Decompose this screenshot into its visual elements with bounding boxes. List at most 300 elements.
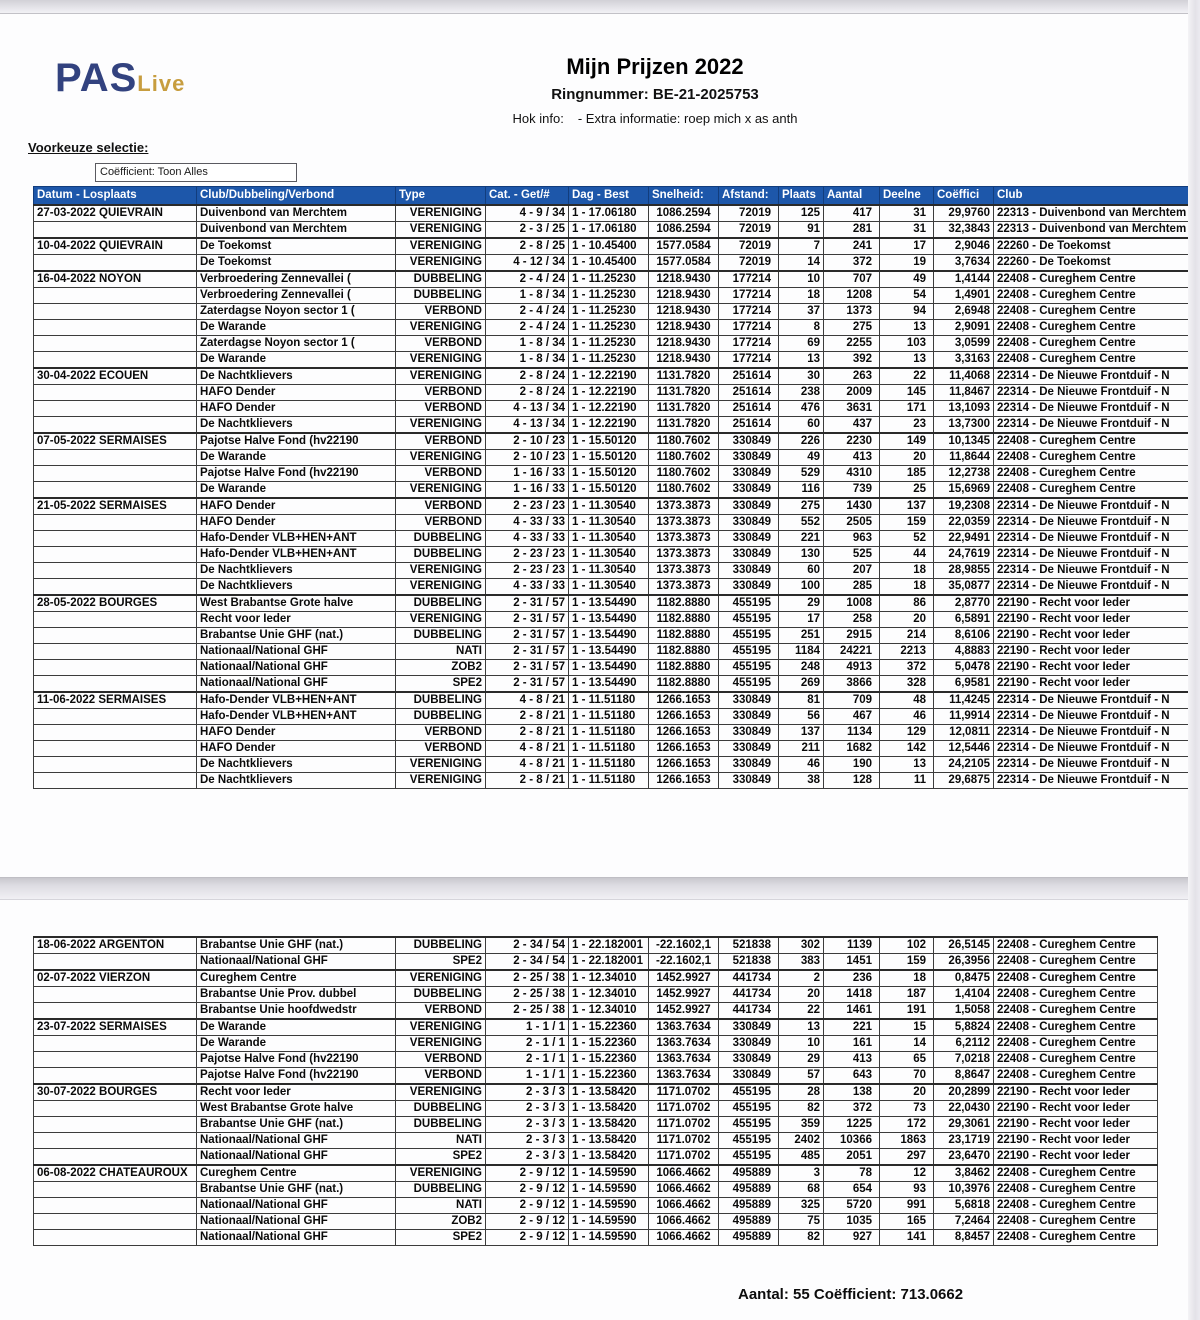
cell-datum [34, 304, 197, 320]
cell-coefficient: 3,7634 [934, 255, 994, 272]
cell-dag-best: 1 - 15.50120 [569, 450, 649, 466]
cell-coefficient: 11,8644 [934, 450, 994, 466]
cell-type: VERBOND [396, 515, 486, 531]
cell-coefficient: 12,0811 [934, 725, 994, 741]
cell-type: VERENIGING [396, 450, 486, 466]
cell-club: 22190 - Recht voor Ieder [994, 1149, 1158, 1166]
cell-dag-best: 1 - 11.51180 [569, 692, 649, 709]
cell-deelne: 297 [880, 1149, 934, 1166]
cell-cat-get: 2 - 10 / 23 [486, 433, 569, 450]
cell-plaats: 137 [779, 725, 824, 741]
cell-club-dubbeling-verbond: West Brabantse Grote halve [197, 595, 396, 612]
cell-plaats: 13 [779, 1019, 824, 1036]
cell-type: SPE2 [396, 676, 486, 693]
cell-type: DUBBELING [396, 987, 486, 1003]
cell-aantal: 525 [824, 547, 880, 563]
cell-club-dubbeling-verbond: Recht voor Ieder [197, 1084, 396, 1101]
coefficient-filter[interactable]: Coëfficient: Toon Alles [95, 163, 297, 182]
col-header-cat-get: Cat. - Get/# [486, 187, 569, 206]
totals-line: Aantal: 55 Coëfficient: 713.0662 [738, 1286, 964, 1303]
cell-afstand: 72019 [719, 238, 779, 255]
cell-club-dubbeling-verbond: Brabantse Unie GHF (nat.) [197, 937, 396, 954]
cell-afstand: 251614 [719, 385, 779, 401]
cell-afstand: 251614 [719, 368, 779, 385]
cell-datum: 11-06-2022 SERMAISES [34, 692, 197, 709]
cell-dag-best: 1 - 22.182001 [569, 937, 649, 954]
cell-club-dubbeling-verbond: De Nachtklievers [197, 579, 396, 596]
cell-datum [34, 352, 197, 369]
cell-cat-get: 2 - 25 / 38 [486, 1003, 569, 1020]
cell-plaats: 130 [779, 547, 824, 563]
cell-coefficient: 3,0599 [934, 336, 994, 352]
cell-deelne: 15 [880, 1019, 934, 1036]
cell-datum [34, 676, 197, 693]
cell-coefficient: 28,9855 [934, 563, 994, 579]
cell-club-dubbeling-verbond: HAFO Dender [197, 515, 396, 531]
ring-number: Ringnummer: BE-21-2025753 [551, 86, 759, 103]
cell-club: 22314 - De Nieuwe Frontduif - N [994, 692, 1190, 709]
cell-plaats: 100 [779, 579, 824, 596]
cell-afstand: 521838 [719, 937, 779, 954]
cell-coefficient: 22,0359 [934, 515, 994, 531]
cell-club-dubbeling-verbond: De Toekomst [197, 255, 396, 272]
cell-club-dubbeling-verbond: De Warande [197, 1019, 396, 1036]
cell-club: 22190 - Recht voor Ieder [994, 1084, 1158, 1101]
cell-club-dubbeling-verbond: Brabantse Unie GHF (nat.) [197, 628, 396, 644]
cell-club-dubbeling-verbond: Hafo-Dender VLB+HEN+ANT [197, 531, 396, 547]
cell-cat-get: 2 - 25 / 38 [486, 987, 569, 1003]
preselection-label: Voorkeuze selectie: [28, 140, 149, 155]
cell-plaats: 13 [779, 352, 824, 369]
cell-snelheid: 1218.9430 [649, 288, 719, 304]
cell-snelheid: 1182.8880 [649, 595, 719, 612]
cell-afstand: 177214 [719, 304, 779, 320]
cell-cat-get: 2 - 9 / 12 [486, 1214, 569, 1230]
cell-coefficient: 8,6106 [934, 628, 994, 644]
cell-club-dubbeling-verbond: De Warande [197, 482, 396, 499]
cell-datum [34, 579, 197, 596]
cell-club-dubbeling-verbond: Pajotse Halve Fond (hv22190 [197, 466, 396, 482]
cell-aantal: 643 [824, 1068, 880, 1085]
cell-aantal: 138 [824, 1084, 880, 1101]
cell-cat-get: 4 - 13 / 34 [486, 417, 569, 434]
cell-afstand: 495889 [719, 1214, 779, 1230]
cell-datum [34, 628, 197, 644]
cell-deelne: 70 [880, 1068, 934, 1085]
result-row [34, 352, 1190, 369]
cell-dag-best: 1 - 15.50120 [569, 482, 649, 499]
cell-club: 22408 - Cureghem Centre [994, 987, 1158, 1003]
cell-plaats: 552 [779, 515, 824, 531]
cell-snelheid: 1131.7820 [649, 368, 719, 385]
result-row [34, 433, 1190, 450]
cell-type: VERENIGING [396, 417, 486, 434]
cell-deelne: 14 [880, 1036, 934, 1052]
cell-plaats: 1184 [779, 644, 824, 660]
cell-cat-get: 2 - 8 / 24 [486, 368, 569, 385]
cell-deelne: 141 [880, 1230, 934, 1246]
cell-snelheid: 1266.1653 [649, 709, 719, 725]
cell-club: 22314 - De Nieuwe Frontduif - N [994, 563, 1190, 579]
cell-datum [34, 1133, 197, 1149]
cell-cat-get: 2 - 23 / 23 [486, 563, 569, 579]
result-row [34, 692, 1190, 709]
cell-coefficient: 22,9491 [934, 531, 994, 547]
cell-dag-best: 1 - 13.58420 [569, 1117, 649, 1133]
cell-plaats: 325 [779, 1198, 824, 1214]
result-row [34, 987, 1158, 1003]
cell-datum [34, 1068, 197, 1085]
cell-plaats: 275 [779, 498, 824, 515]
cell-aantal: 190 [824, 757, 880, 773]
cell-dag-best: 1 - 15.50120 [569, 433, 649, 450]
cell-afstand: 455195 [719, 628, 779, 644]
cell-club: 22190 - Recht voor Ieder [994, 612, 1190, 628]
result-row [34, 271, 1190, 288]
cell-dag-best: 1 - 12.34010 [569, 987, 649, 1003]
cell-coefficient: 12,2738 [934, 466, 994, 482]
page-break-band [0, 877, 1200, 900]
cell-deelne: 52 [880, 531, 934, 547]
cell-snelheid: 1131.7820 [649, 385, 719, 401]
cell-snelheid: 1066.4662 [649, 1198, 719, 1214]
cell-type: VERENIGING [396, 255, 486, 272]
cell-aantal: 1035 [824, 1214, 880, 1230]
cell-datum [34, 987, 197, 1003]
cell-deelne: 48 [880, 692, 934, 709]
cell-club-dubbeling-verbond: Brabantse Unie GHF (nat.) [197, 1182, 396, 1198]
hok-info [110, 111, 1200, 126]
result-row [34, 450, 1190, 466]
cell-type: VERENIGING [396, 563, 486, 579]
cell-coefficient: 2,9091 [934, 320, 994, 336]
cell-cat-get: 2 - 9 / 12 [486, 1230, 569, 1246]
cell-cat-get: 1 - 1 / 1 [486, 1068, 569, 1085]
cell-cat-get: 4 - 13 / 34 [486, 401, 569, 417]
cell-plaats: 17 [779, 612, 824, 628]
cell-aantal: 3631 [824, 401, 880, 417]
cell-coefficient: 11,4068 [934, 368, 994, 385]
cell-cat-get: 2 - 8 / 24 [486, 385, 569, 401]
cell-aantal: 1418 [824, 987, 880, 1003]
cell-datum [34, 660, 197, 676]
cell-afstand: 495889 [719, 1182, 779, 1198]
cell-type: SPE2 [396, 1149, 486, 1166]
cell-plaats: 91 [779, 222, 824, 239]
cell-type: VERENIGING [396, 205, 486, 222]
results-header-row [34, 187, 1190, 206]
cell-coefficient: 20,2899 [934, 1084, 994, 1101]
cell-club: 22408 - Cureghem Centre [994, 1036, 1158, 1052]
cell-cat-get: 4 - 8 / 21 [486, 757, 569, 773]
cell-afstand: 177214 [719, 336, 779, 352]
cell-cat-get: 1 - 16 / 33 [486, 466, 569, 482]
cell-type: DUBBELING [396, 288, 486, 304]
cell-afstand: 455195 [719, 1149, 779, 1166]
result-row [34, 660, 1190, 676]
cell-club-dubbeling-verbond: Nationaal/National GHF [197, 1133, 396, 1149]
cell-afstand: 330849 [719, 563, 779, 579]
cell-coefficient: 7,0218 [934, 1052, 994, 1068]
result-row [34, 1019, 1158, 1036]
cell-plaats: 383 [779, 954, 824, 971]
cell-afstand: 495889 [719, 1165, 779, 1182]
cell-deelne: 171 [880, 401, 934, 417]
cell-cat-get: 2 - 3 / 3 [486, 1149, 569, 1166]
result-row [34, 1117, 1158, 1133]
cell-snelheid: 1373.3873 [649, 547, 719, 563]
cell-dag-best: 1 - 17.06180 [569, 222, 649, 239]
cell-datum [34, 450, 197, 466]
result-row [34, 1198, 1158, 1214]
cell-aantal: 3866 [824, 676, 880, 693]
cell-cat-get: 2 - 3 / 3 [486, 1084, 569, 1101]
cell-club: 22314 - De Nieuwe Frontduif - N [994, 709, 1190, 725]
cell-deelne: 18 [880, 563, 934, 579]
cell-snelheid: 1266.1653 [649, 725, 719, 741]
cell-aantal: 1208 [824, 288, 880, 304]
result-row [34, 1068, 1158, 1085]
cell-cat-get: 2 - 4 / 24 [486, 304, 569, 320]
cell-type: DUBBELING [396, 628, 486, 644]
cell-snelheid: 1066.4662 [649, 1230, 719, 1246]
cell-afstand: 72019 [719, 222, 779, 239]
cell-dag-best: 1 - 17.06180 [569, 205, 649, 222]
result-row [34, 466, 1190, 482]
cell-club: 22190 - Recht voor Ieder [994, 660, 1190, 676]
cell-deelne: 20 [880, 612, 934, 628]
cell-club: 22314 - De Nieuwe Frontduif - N [994, 579, 1190, 596]
cell-type: VERBOND [396, 304, 486, 320]
cell-afstand: 455195 [719, 1117, 779, 1133]
cell-club: 22190 - Recht voor Ieder [994, 1117, 1158, 1133]
cell-deelne: 46 [880, 709, 934, 725]
cell-deelne: 172 [880, 1117, 934, 1133]
result-row [34, 515, 1190, 531]
cell-deelne: 142 [880, 741, 934, 757]
cell-cat-get: 2 - 9 / 12 [486, 1182, 569, 1198]
cell-cat-get: 2 - 3 / 25 [486, 222, 569, 239]
cell-afstand: 521838 [719, 954, 779, 971]
cell-club-dubbeling-verbond: Nationaal/National GHF [197, 644, 396, 660]
cell-afstand: 330849 [719, 498, 779, 515]
cell-datum [34, 644, 197, 660]
cell-plaats: 359 [779, 1117, 824, 1133]
cell-club: 22408 - Cureghem Centre [994, 336, 1190, 352]
cell-deelne: 12 [880, 1165, 934, 1182]
cell-afstand: 330849 [719, 579, 779, 596]
cell-dag-best: 1 - 11.25230 [569, 304, 649, 320]
result-row [34, 644, 1190, 660]
cell-type: DUBBELING [396, 595, 486, 612]
cell-snelheid: 1171.0702 [649, 1117, 719, 1133]
cell-coefficient: 4,8883 [934, 644, 994, 660]
cell-snelheid: 1452.9927 [649, 987, 719, 1003]
cell-type: DUBBELING [396, 547, 486, 563]
cell-club-dubbeling-verbond: Brabantse Unie hoofdwedstr [197, 1003, 396, 1020]
cell-cat-get: 2 - 8 / 21 [486, 709, 569, 725]
top-scan-band [0, 0, 1200, 14]
cell-club: 22190 - Recht voor Ieder [994, 1101, 1158, 1117]
cell-aantal: 281 [824, 222, 880, 239]
cell-club-dubbeling-verbond: Nationaal/National GHF [197, 676, 396, 693]
cell-datum [34, 1003, 197, 1020]
result-row [34, 741, 1190, 757]
cell-deelne: 137 [880, 498, 934, 515]
cell-afstand: 251614 [719, 417, 779, 434]
cell-club-dubbeling-verbond: Cureghem Centre [197, 1165, 396, 1182]
cell-club: 22408 - Cureghem Centre [994, 1003, 1158, 1020]
cell-afstand: 455195 [719, 660, 779, 676]
cell-club: 22314 - De Nieuwe Frontduif - N [994, 417, 1190, 434]
cell-type: VERENIGING [396, 1165, 486, 1182]
cell-plaats: 69 [779, 336, 824, 352]
cell-aantal: 372 [824, 1101, 880, 1117]
cell-deelne: 13 [880, 757, 934, 773]
cell-snelheid: 1131.7820 [649, 401, 719, 417]
cell-aantal: 1682 [824, 741, 880, 757]
cell-snelheid: 1266.1653 [649, 741, 719, 757]
cell-club: 22408 - Cureghem Centre [994, 1198, 1158, 1214]
cell-club-dubbeling-verbond: HAFO Dender [197, 498, 396, 515]
cell-dag-best: 1 - 11.25230 [569, 271, 649, 288]
cell-club-dubbeling-verbond: Pajotse Halve Fond (hv22190 [197, 433, 396, 450]
cell-deelne: 20 [880, 1084, 934, 1101]
cell-club: 22408 - Cureghem Centre [994, 433, 1190, 450]
cell-club: 22190 - Recht voor Ieder [994, 595, 1190, 612]
cell-deelne: 328 [880, 676, 934, 693]
cell-type: VERENIGING [396, 222, 486, 239]
cell-deelne: 1863 [880, 1133, 934, 1149]
cell-club-dubbeling-verbond: De Nachtklievers [197, 368, 396, 385]
cell-club: 22408 - Cureghem Centre [994, 482, 1190, 499]
cell-afstand: 330849 [719, 482, 779, 499]
result-row [34, 709, 1190, 725]
cell-snelheid: 1452.9927 [649, 1003, 719, 1020]
cell-afstand: 330849 [719, 692, 779, 709]
cell-plaats: 18 [779, 288, 824, 304]
cell-club: 22260 - De Toekomst [994, 238, 1190, 255]
cell-snelheid: 1373.3873 [649, 579, 719, 596]
cell-club: 22408 - Cureghem Centre [994, 320, 1190, 336]
cell-plaats: 125 [779, 205, 824, 222]
cell-club-dubbeling-verbond: Nationaal/National GHF [197, 1230, 396, 1246]
cell-coefficient: 29,9760 [934, 205, 994, 222]
cell-snelheid: 1066.4662 [649, 1214, 719, 1230]
cell-club: 22314 - De Nieuwe Frontduif - N [994, 757, 1190, 773]
cell-plaats: 211 [779, 741, 824, 757]
cell-deelne: 25 [880, 482, 934, 499]
cell-snelheid: 1182.8880 [649, 676, 719, 693]
cell-coefficient: 22,0430 [934, 1101, 994, 1117]
cell-cat-get: 2 - 3 / 3 [486, 1117, 569, 1133]
cell-coefficient: 32,3843 [934, 222, 994, 239]
cell-club-dubbeling-verbond: De Nachtklievers [197, 563, 396, 579]
cell-coefficient: 7,2464 [934, 1214, 994, 1230]
cell-dag-best: 1 - 11.30540 [569, 579, 649, 596]
cell-coefficient: 24,2105 [934, 757, 994, 773]
cell-afstand: 330849 [719, 547, 779, 563]
cell-snelheid: 1171.0702 [649, 1133, 719, 1149]
cell-club: 22314 - De Nieuwe Frontduif - N [994, 368, 1190, 385]
cell-plaats: 28 [779, 1084, 824, 1101]
cell-cat-get: 2 - 9 / 12 [486, 1165, 569, 1182]
col-header-dag-best: Dag - Best [569, 187, 649, 206]
cell-club: 22408 - Cureghem Centre [994, 937, 1158, 954]
cell-aantal: 1225 [824, 1117, 880, 1133]
cell-plaats: 20 [779, 987, 824, 1003]
cell-datum: 07-05-2022 SERMAISES [34, 433, 197, 450]
cell-dag-best: 1 - 12.22190 [569, 368, 649, 385]
cell-deelne: 17 [880, 238, 934, 255]
cell-coefficient: 3,3163 [934, 352, 994, 369]
cell-aantal: 1430 [824, 498, 880, 515]
cell-type: VERENIGING [396, 970, 486, 987]
cell-club: 22408 - Cureghem Centre [994, 304, 1190, 320]
cell-dag-best: 1 - 13.54490 [569, 644, 649, 660]
cell-club-dubbeling-verbond: De Toekomst [197, 238, 396, 255]
cell-datum [34, 401, 197, 417]
cell-aantal: 4310 [824, 466, 880, 482]
cell-dag-best: 1 - 13.58420 [569, 1149, 649, 1166]
cell-datum [34, 385, 197, 401]
cell-coefficient: 10,1345 [934, 433, 994, 450]
cell-club-dubbeling-verbond: De Nachtklievers [197, 417, 396, 434]
cell-coefficient: 1,4144 [934, 271, 994, 288]
cell-dag-best: 1 - 12.34010 [569, 1003, 649, 1020]
cell-club-dubbeling-verbond: Hafo-Dender VLB+HEN+ANT [197, 709, 396, 725]
cell-type: DUBBELING [396, 709, 486, 725]
cell-club-dubbeling-verbond: Brabantse Unie GHF (nat.) [197, 1117, 396, 1133]
cell-deelne: 22 [880, 368, 934, 385]
cell-type: SPE2 [396, 954, 486, 971]
result-row [34, 320, 1190, 336]
cell-datum [34, 1198, 197, 1214]
result-row [34, 1003, 1158, 1020]
cell-dag-best: 1 - 15.22360 [569, 1019, 649, 1036]
cell-aantal: 4913 [824, 660, 880, 676]
logo-live-text: Live [137, 71, 186, 96]
cell-dag-best: 1 - 11.30540 [569, 515, 649, 531]
result-row [34, 1052, 1158, 1068]
cell-type: NATI [396, 1198, 486, 1214]
cell-cat-get: 2 - 31 / 57 [486, 612, 569, 628]
cell-club-dubbeling-verbond: Hafo-Dender VLB+HEN+ANT [197, 692, 396, 709]
cell-datum: 23-07-2022 SERMAISES [34, 1019, 197, 1036]
cell-type: NATI [396, 644, 486, 660]
cell-datum [34, 320, 197, 336]
cell-dag-best: 1 - 11.30540 [569, 563, 649, 579]
cell-club-dubbeling-verbond: HAFO Dender [197, 401, 396, 417]
cell-aantal: 372 [824, 255, 880, 272]
cell-coefficient: 13,1093 [934, 401, 994, 417]
cell-type: VERENIGING [396, 1019, 486, 1036]
cell-club: 22313 - Duivenbond van Merchtem [994, 222, 1190, 239]
cell-club: 22408 - Cureghem Centre [994, 1182, 1158, 1198]
cell-type: NATI [396, 1133, 486, 1149]
cell-datum: 06-08-2022 CHATEAUROUX [34, 1165, 197, 1182]
cell-coefficient: 11,4245 [934, 692, 994, 709]
cell-club: 22408 - Cureghem Centre [994, 450, 1190, 466]
cell-cat-get: 2 - 8 / 25 [486, 238, 569, 255]
cell-aantal: 467 [824, 709, 880, 725]
result-row [34, 1101, 1158, 1117]
cell-club-dubbeling-verbond: Nationaal/National GHF [197, 660, 396, 676]
cell-snelheid: 1182.8880 [649, 628, 719, 644]
cell-club-dubbeling-verbond: Nationaal/National GHF [197, 954, 396, 971]
cell-deelne: 73 [880, 1101, 934, 1117]
cell-type: DUBBELING [396, 937, 486, 954]
